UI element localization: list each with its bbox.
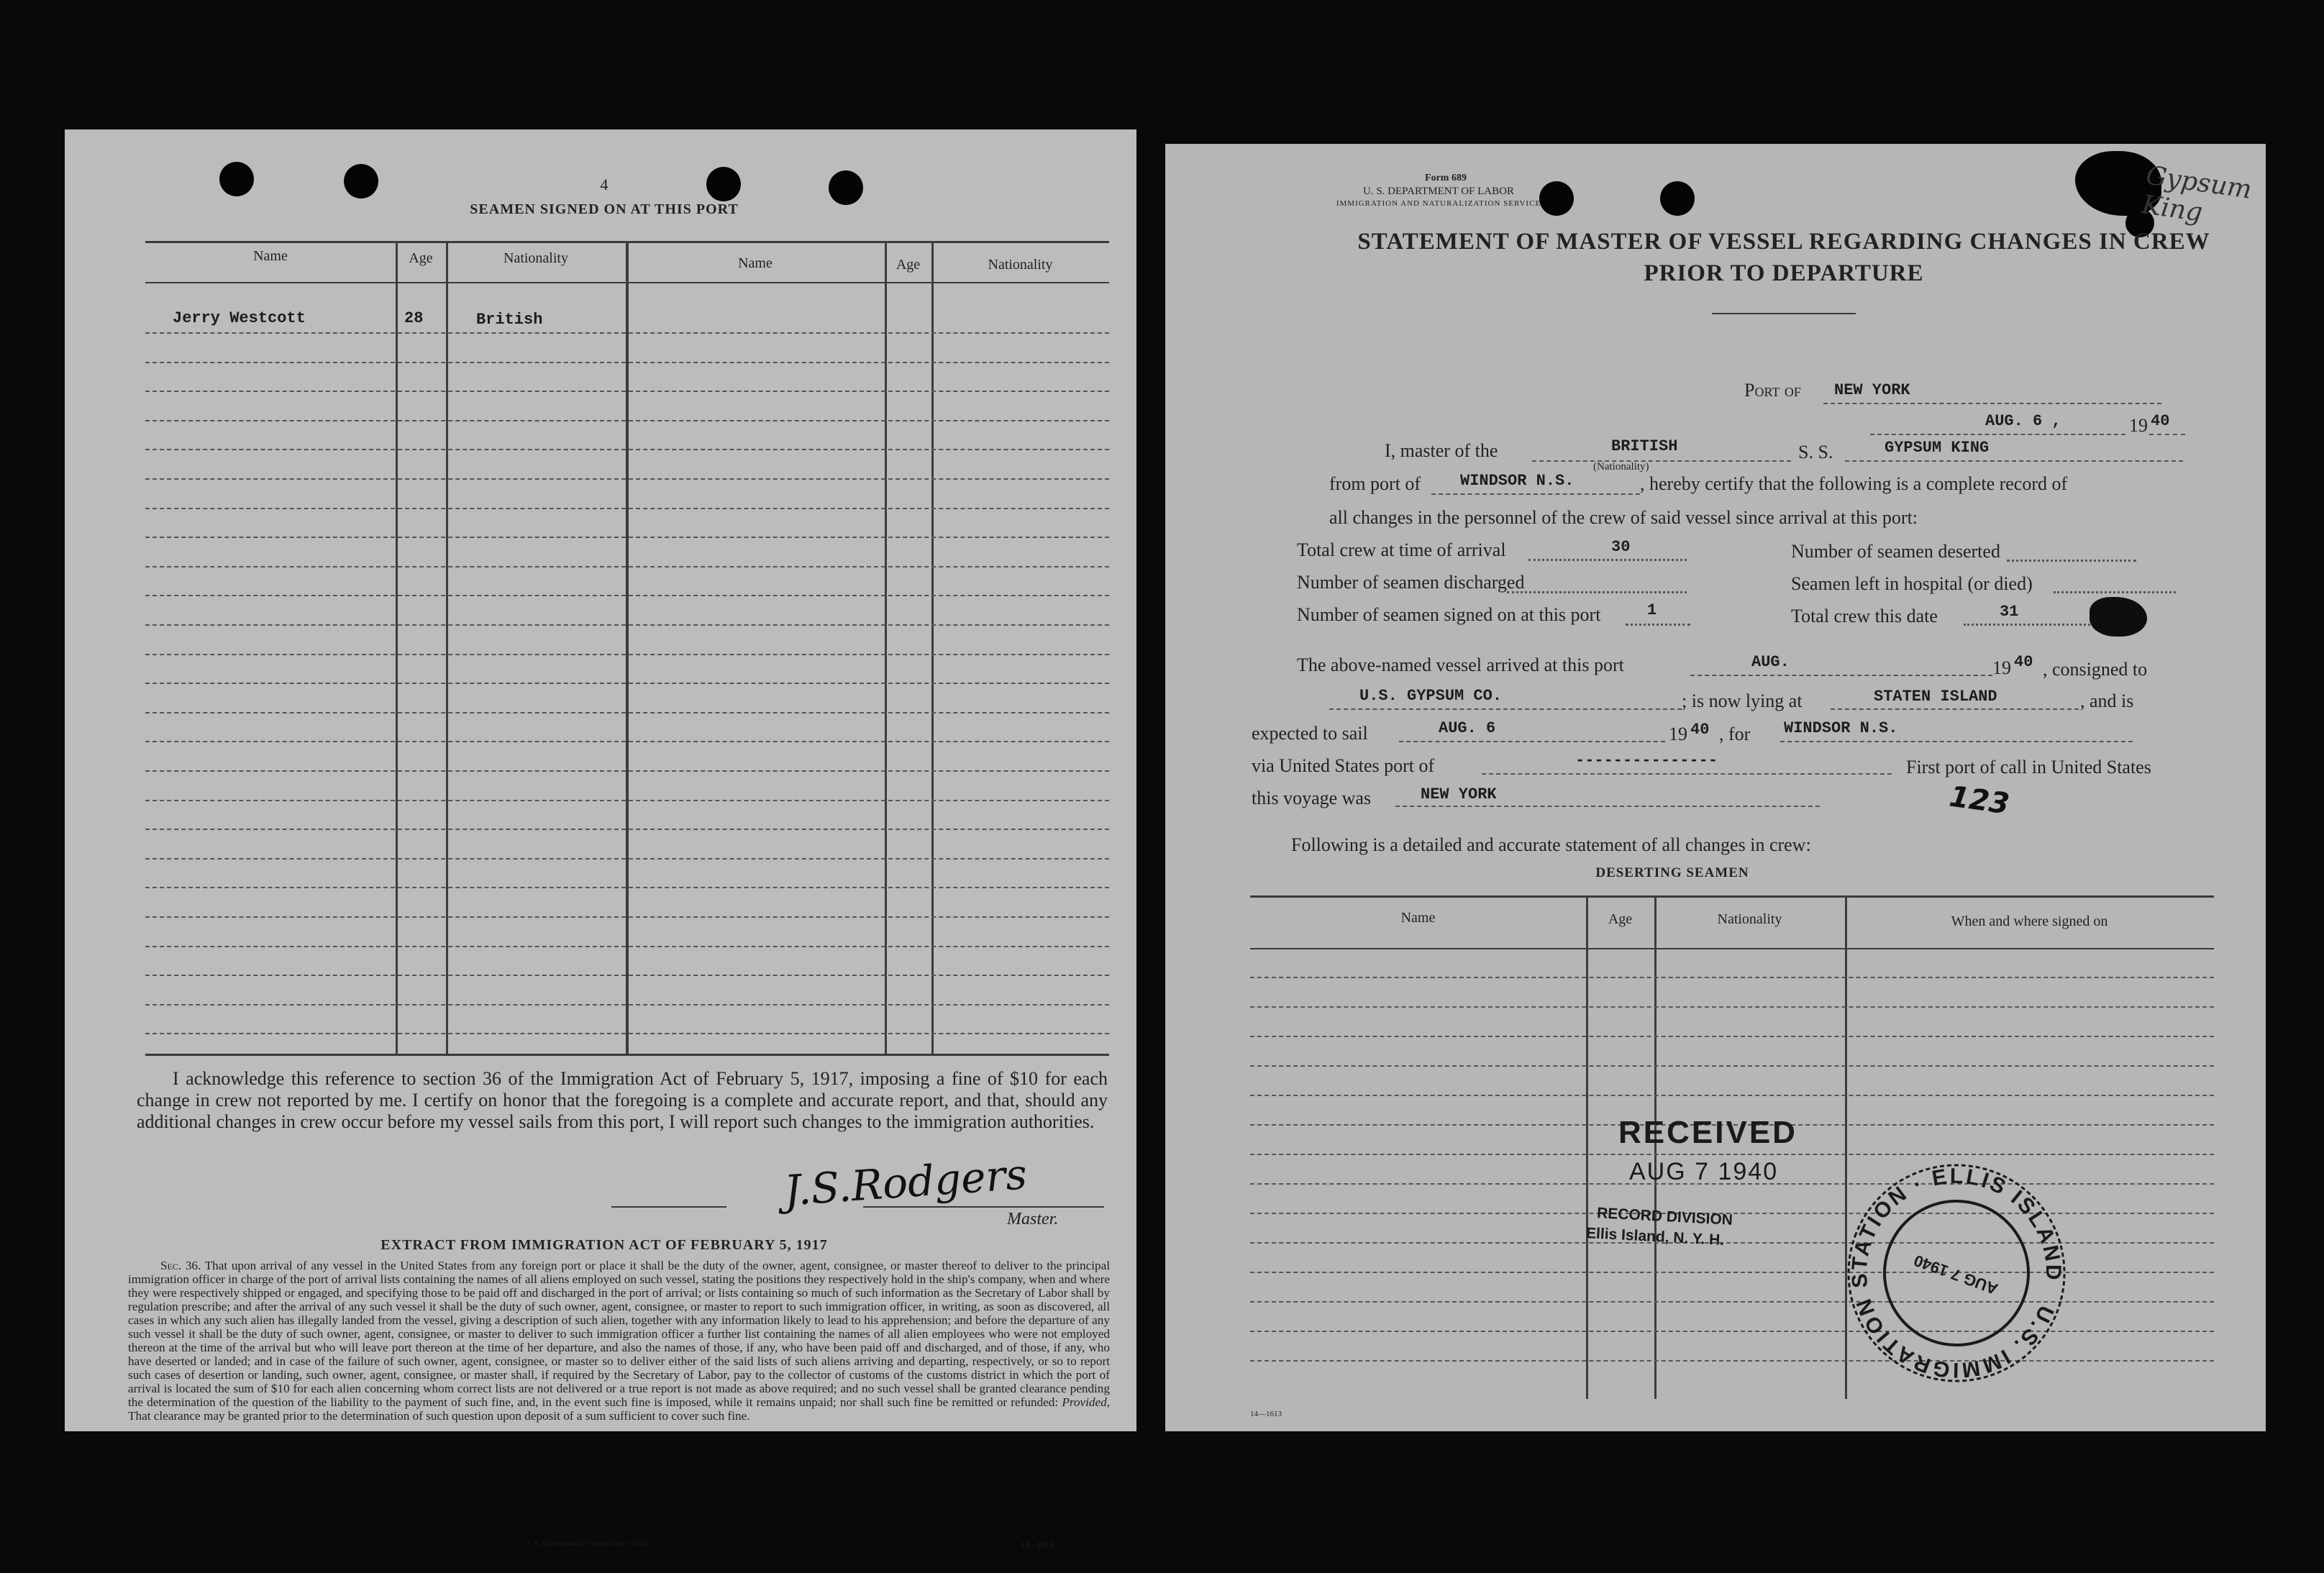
stamp-ring-text: U.S. IMMIGRATION STATION · ELLIS ISLAND (1847, 1164, 2066, 1382)
row-rule (145, 420, 1109, 421)
deserted-label: Number of seamen deserted (1791, 541, 2000, 562)
form-subtitle: PRIOR TO DEPARTURE (1644, 260, 1924, 286)
master-signature: J.S.Rodgers (783, 1149, 1029, 1216)
row-rule (145, 1033, 1109, 1034)
form-code: 14—1613 (1250, 1410, 1282, 1418)
column-header-nationality: Nationality (988, 257, 1053, 273)
form-code: 14—1613 (1021, 1541, 1053, 1549)
seaman-name: Jerry Westcott (173, 309, 306, 327)
leader-dots (1528, 559, 1687, 561)
column-divider (1586, 895, 1588, 1399)
punch-hole (344, 164, 378, 199)
service: IMMIGRATION AND NATURALIZATION SERVICE (1336, 199, 1541, 208)
table-top-rule (1250, 895, 2214, 898)
right-page (1165, 144, 2266, 1431)
row-rule (145, 537, 1109, 538)
column-header-name: Name (253, 248, 288, 264)
field-line (2149, 434, 2185, 435)
received-date: AUG 7 1940 (1629, 1158, 1779, 1185)
expected-label: expected to sail (1252, 723, 1368, 744)
nationality-value: BRITISH (1611, 437, 1678, 455)
nationality-caption: (Nationality) (1593, 461, 1649, 473)
expected-year-value: 40 (1690, 721, 1710, 739)
lying-value: STATEN ISLAND (1874, 688, 1997, 706)
row-rule (1250, 1095, 2214, 1096)
record-division: RECORD DIVISION (1596, 1205, 1733, 1228)
punch-hole (1660, 181, 1695, 216)
row-rule (1250, 1036, 2214, 1037)
row-rule (1250, 1006, 2214, 1008)
leader-dots (1626, 624, 1690, 626)
row-rule (145, 362, 1109, 363)
row-rule (145, 829, 1109, 830)
table-bottom-rule (145, 1054, 1109, 1056)
row-rule (145, 770, 1109, 772)
column-header-name: Name (1400, 910, 1436, 926)
margin-note: Gypsum King (2140, 160, 2254, 228)
section-body: That upon arrival of any vessel in the United States from any foreign port or place it shall be the duty of the owner, agent, consignee, or master thereof to deliver to the principal immigration officer in charge of the port of arrival lists containing the names of all aliens employed on such vessel, stating the positions they respectively hold in the ship's company, when and where they were respectively shipped or engaged, and specifying those to be paid off and discharged in the port of arrival; or lists containing so much of such information as the Secretary of Labor shall by regulation prescribe; and after the arrival of any such vessel it shall be the duty of such owner, agent, consignee, or master to report to such immigration officer, in writing, as soon as discovered, all cases in which any such alien has illegally landed from the vessel, giving a description of such alien, together with any information likely to lead to his apprehension; and before the departure of any such vessel it shall be the duty of such owner, agent, consignee, or master to deliver to such immigration officer a further list containing the names of all alien employees who were not employed thereon at the time of the arrival but who will leave port thereon at the time of her departure, and also the names of those, if any, who have been paid off and discharged, and of those, if any, who have deserted or landed; and in case of the failure of such owner, agent, consignee, or master so to deliver either of the said lists of such aliens arriving and departing, respectively, or so to report such cases of desertion or landing, such owner, agent, consignee, or master shall, if required by the Secretary of Labor, pay to the collector of customs of the customs district in which the port of arrival is located the sum of $10 for each alien concerning whom correct lists are not delivered or a true report is not made as above required; and no such vessel shall be granted clearance pending the determination of the question of the liability to the payment of such fine, and, in the event such fine is imposed, while it remains unpaid; nor shall such fine be remitted or refunded: (128, 1259, 1110, 1409)
column-header-age: Age (409, 250, 433, 266)
field-line (1532, 460, 1791, 462)
row-rule (145, 449, 1109, 450)
field-line (1431, 493, 1640, 495)
form-title: STATEMENT OF MASTER OF VESSEL REGARDING CHANGES IN CREW (1357, 229, 2210, 255)
field-line (1870, 434, 2125, 435)
field-line (1831, 708, 2079, 710)
arrived-year-value: 40 (2014, 653, 2033, 671)
title-rule (1712, 313, 1856, 314)
leader-dots (1507, 591, 1687, 593)
row-rule (145, 1004, 1109, 1006)
port-value: NEW YORK (1834, 381, 1910, 399)
leader-dots (2007, 560, 2136, 562)
leader-dots (1964, 624, 2107, 626)
section-label: Sec. 36. (160, 1259, 201, 1272)
field-line (1780, 741, 2133, 742)
ss-label: S. S. (1798, 442, 1833, 462)
row-rule (145, 478, 1109, 480)
and-is-label: , and is (2080, 690, 2134, 711)
lying-label: ; is now lying at (1682, 690, 1803, 711)
proviso-label: Provided, (1062, 1395, 1110, 1409)
arrived-year-prefix: 19 (1992, 657, 2011, 678)
row-rule (145, 508, 1109, 509)
column-header-nationality: Nationality (503, 250, 568, 266)
ink-blot (2090, 597, 2147, 637)
discharged-label: Number of seamen discharged (1297, 572, 1525, 593)
row-rule (145, 391, 1109, 392)
row-rule (145, 916, 1109, 918)
following-text: Following is a detailed and accurate statement of all changes in crew: (1291, 834, 1811, 855)
year-prefix: 19 (2129, 415, 2148, 436)
column-header-when-where: When and where signed on (1951, 913, 2108, 929)
field-line (1482, 773, 1892, 775)
signed-on-value: 1 (1647, 601, 1657, 619)
immigration-round-stamp (1827, 1144, 2086, 1403)
hospital-label: Seamen left in hospital (or died) (1791, 573, 2033, 594)
row-rule (1250, 1065, 2214, 1067)
row-rule (145, 595, 1109, 596)
expected-year-prefix: 19 (1669, 724, 1687, 744)
first-port-label: First port of call in United States (1906, 757, 2151, 778)
left-section-title: SEAMEN SIGNED ON AT THIS PORT (470, 201, 739, 217)
field-line (1823, 403, 2161, 404)
leader-dots (2054, 591, 2176, 593)
field-line (1329, 708, 1682, 710)
stamp-location: Ellis Island, N. Y. H. (1585, 1224, 1725, 1249)
total-crew-date-value: 31 (2000, 603, 2019, 621)
for-label: , for (1719, 724, 1751, 744)
total-crew-arrival-label: Total crew at time of arrival (1297, 539, 1506, 560)
total-crew-arrival-value: 30 (1611, 538, 1631, 556)
voyage-label: this voyage was (1252, 788, 1372, 808)
column-header-age: Age (1608, 911, 1633, 927)
page-number: 4 (600, 175, 609, 193)
arrived-label: The above-named vessel arrived at this port (1297, 655, 1624, 675)
section-36-text (128, 1259, 1110, 1423)
signature-rule (611, 1206, 726, 1208)
row-rule (1250, 977, 2214, 978)
row-rule (145, 683, 1109, 684)
handwritten-number: 123 (1947, 780, 2012, 821)
consigned-label: , consigned to (2043, 659, 2148, 680)
field-line (1399, 741, 1665, 742)
punch-hole (706, 167, 741, 201)
signed-on-label: Number of seamen signed on at this port (1297, 604, 1601, 625)
field-line (1845, 460, 2183, 462)
year-value: 40 (2151, 412, 2170, 430)
row-rule (145, 654, 1109, 655)
row-rule (145, 566, 1109, 567)
from-port-label: from port of (1329, 473, 1421, 494)
department: U. S. DEPARTMENT OF LABOR (1363, 186, 1514, 197)
via-value: --------------- (1575, 752, 1718, 770)
column-header-age: Age (896, 257, 921, 273)
from-port-value: WINDSOR N.S. (1460, 472, 1575, 490)
row-rule (145, 975, 1109, 976)
punch-hole (829, 170, 863, 205)
date-value: AUG. 6 , (1985, 412, 2061, 430)
port-label: Port of (1744, 380, 1801, 401)
column-header-name: Name (738, 255, 773, 271)
row-rule (145, 332, 1109, 334)
row-rule (145, 741, 1109, 742)
left-page (65, 129, 1136, 1549)
for-value: WINDSOR N.S. (1784, 719, 1898, 737)
row-rule (145, 624, 1109, 626)
received-stamp: RECEIVED (1618, 1115, 1797, 1150)
master-prefix: I, master of the (1385, 440, 1498, 461)
stamp-center-date: AUG 7 1940 (1911, 1251, 2000, 1299)
form-number: Form 689 (1425, 173, 1467, 183)
field-line (1395, 806, 1820, 807)
column-header-nationality: Nationality (1717, 911, 1782, 927)
all-changes-text: all changes in the personnel of the crew of said vessel since arrival at this port: (1329, 507, 1918, 528)
consignee-value: U.S. GYPSUM CO. (1359, 687, 1503, 705)
voyage-value: NEW YORK (1421, 785, 1497, 803)
row-rule (145, 800, 1109, 801)
ship-name: GYPSUM KING (1885, 439, 1990, 457)
punch-hole (219, 162, 254, 196)
proviso-body: That clearance may be granted prior to the determination of such question upon deposit of a sum sufficient to cover such fine. (128, 1409, 750, 1423)
arrived-value: AUG. (1751, 653, 1790, 671)
seaman-age: 28 (404, 309, 424, 327)
row-rule (145, 712, 1109, 713)
row-rule (145, 858, 1109, 860)
seaman-nationality: British (476, 311, 543, 329)
table-header-rule (1250, 948, 2214, 949)
master-label: Master. (1007, 1210, 1059, 1228)
extract-title: EXTRACT FROM IMMIGRATION ACT OF FEBRUARY 5, 1917 (381, 1237, 828, 1253)
printer-line: U. S. GOVERNMENT PRINTING OFFICE (525, 1541, 651, 1547)
expected-value: AUG. 6 (1439, 719, 1496, 737)
acknowledgement-paragraph: I acknowledge this reference to section 36 of the Immigration Act of February 5, 1917, imposing a fine of $10 for each change in crew not reported by me. I certify on honor that the foregoing is a complete and accurate report, and that, should any additional changes in crew occur before my vessel sails from this port, I will report such changes to the immigration authorities. (137, 1068, 1108, 1132)
row-rule (145, 887, 1109, 888)
certify-text: , hereby certify that the following is a complete record of (1640, 473, 2068, 494)
field-line (1690, 675, 1992, 676)
row-rule (145, 946, 1109, 947)
via-label: via United States port of (1252, 755, 1435, 776)
total-crew-date-label: Total crew this date (1791, 606, 1938, 626)
deserting-title: DESERTING SEAMEN (1595, 865, 1749, 880)
